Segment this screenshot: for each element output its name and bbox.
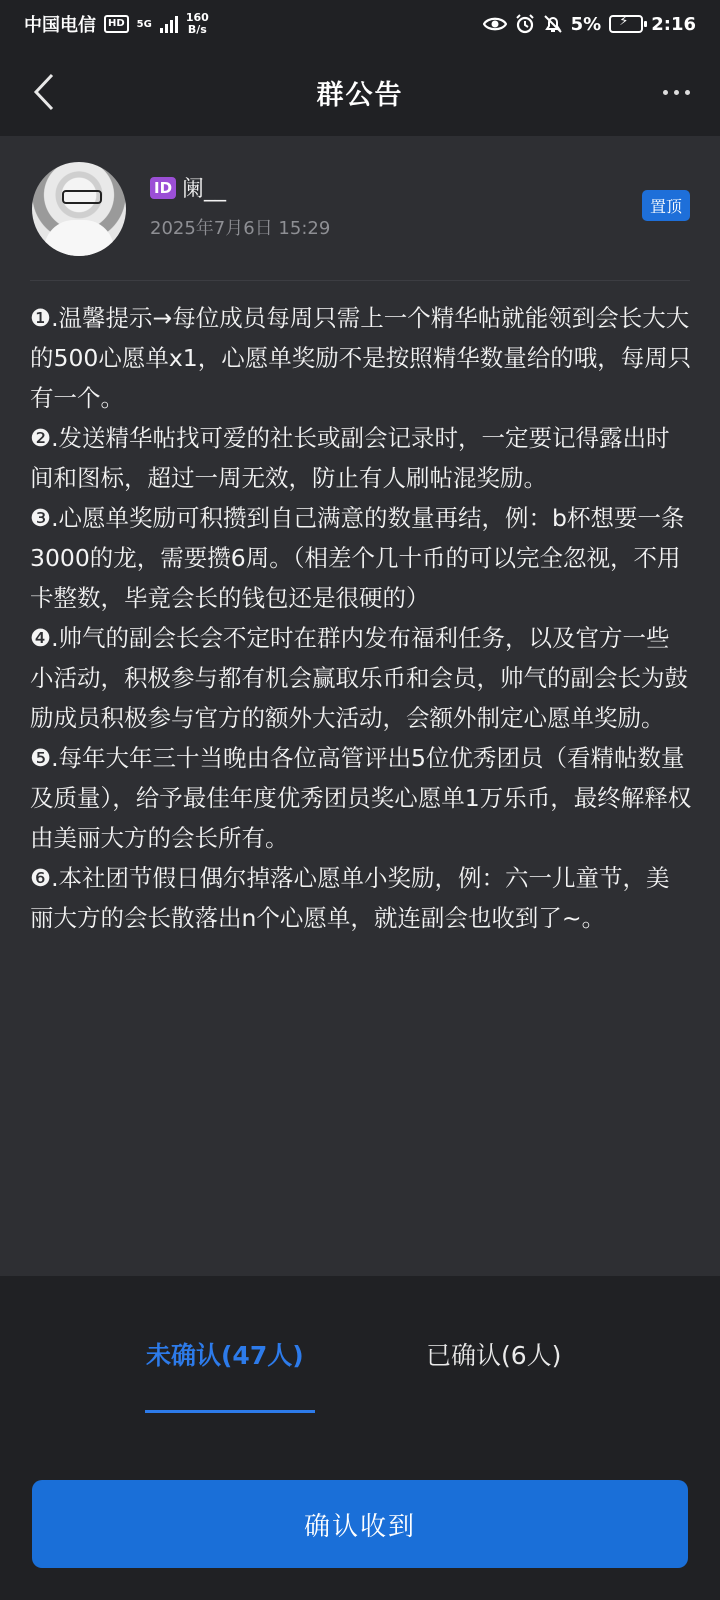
- alarm-icon: [515, 14, 535, 34]
- network-type: 5G: [136, 18, 152, 30]
- author-row: [30, 162, 690, 262]
- announcement-card: [0, 136, 720, 1276]
- battery-percent: 5%: [570, 13, 602, 35]
- confirmation-tabs: [0, 1296, 720, 1426]
- announcement-paragraph: ❻.本社团节假日偶尔掉落心愿单小奖励，例：六一儿童节，美丽大方的会长散落出n个心愿单，就连副会也收到了~。: [30, 864, 670, 932]
- tab-unconfirmed[interactable]: 未确认(47人): [146, 1341, 304, 1370]
- network-speed-unit: B/s: [187, 23, 207, 36]
- more-horizontal-icon: [663, 90, 668, 95]
- divider: [30, 280, 690, 281]
- announcement-paragraph: ❶.温馨提示→每位成员每周只需上一个精华帖就能领到会长大大的500心愿单x1，心愿单奖励不是按照精华数量给的哦，每周只有一个。: [30, 304, 692, 412]
- status-left: [24, 11, 209, 37]
- clock: 2:16: [651, 13, 696, 35]
- chevron-left-icon: [31, 72, 57, 112]
- avatar[interactable]: [32, 162, 126, 256]
- announcement-paragraph: ❺.每年大年三十当晚由各位高管评出5位优秀团员（看精帖数量及质量），给予最佳年度优秀团员奖心愿单1万乐币，最终解释权由美丽大方的会长所有。: [30, 744, 692, 852]
- confirm-received-button[interactable]: 确认收到: [32, 1480, 688, 1568]
- active-tab-indicator: [145, 1410, 315, 1413]
- eye-icon: [483, 15, 507, 33]
- network-speed: [186, 12, 209, 36]
- signal-icon: [160, 15, 178, 33]
- back-button[interactable]: [20, 68, 68, 116]
- network-speed-value: 160: [185, 11, 209, 24]
- author-name-line: [150, 172, 226, 203]
- pinned-badge: 置顶: [642, 190, 690, 221]
- announcement-paragraph: ❹.帅气的副会长会不定时在群内发布福利任务，以及官方一些小活动，积极参与都有机会赢取乐币和会员，帅气的副会长为鼓励成员积极参与官方的额外大活动，会额外制定心愿单奖励。: [30, 624, 688, 732]
- status-right: [483, 14, 696, 35]
- more-horizontal-icon: [685, 90, 690, 95]
- bell-off-icon: [543, 14, 563, 34]
- page-title: 群公告: [316, 79, 404, 111]
- announcement-paragraph: ❷.发送精华帖找可爱的社长或副会记录时，一定要记得露出时间和图标，超过一周无效，防止有人刷帖混奖励。: [30, 424, 670, 492]
- hd-badge: HD: [104, 15, 129, 33]
- app-header: [0, 48, 720, 136]
- announcement-content: [30, 298, 692, 938]
- announcement-paragraph: ❸.心愿单奖励可积攒到自己满意的数量再结，例：b杯想要一条3000的龙，需要攒6周。（相差个几十币的可以完全忽视，不用卡整数，毕竟会长的钱包还是很硬的）: [30, 504, 685, 612]
- more-button[interactable]: [654, 72, 698, 112]
- status-bar: [0, 0, 720, 48]
- tab-confirmed[interactable]: 已确认(6人): [426, 1341, 562, 1370]
- battery-charging-icon: [609, 15, 643, 33]
- post-timestamp: 2025年7月6日 15:29: [150, 218, 331, 239]
- more-horizontal-icon: [674, 90, 679, 95]
- id-badge: ID: [150, 177, 176, 199]
- author-name[interactable]: 阑__: [182, 177, 227, 202]
- carrier-name: 中国电信: [24, 15, 96, 36]
